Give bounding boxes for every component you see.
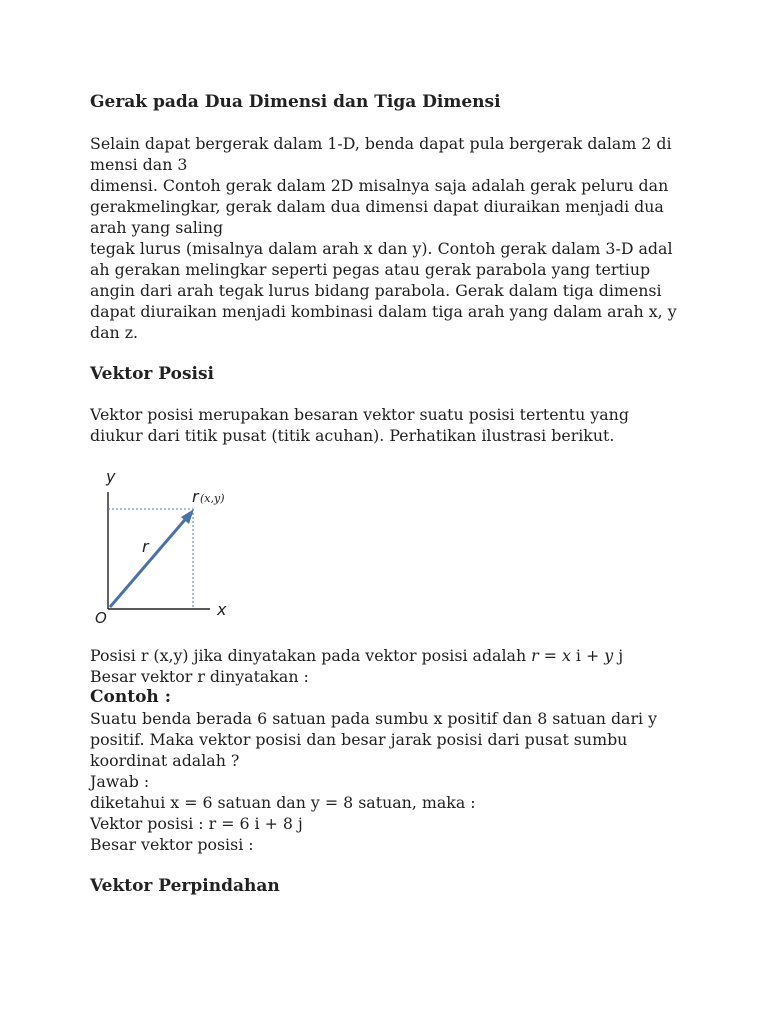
point-label-r: r — [192, 487, 199, 506]
text-segment: = — [538, 646, 562, 665]
text-line: positif. Maka vektor posisi dan besar jarak posisi dari pusat sumbu — [90, 730, 628, 749]
text-line: tegak lurus (misalnya dalam arah x dan y). Contoh gerak dalam 3-D adal — [90, 239, 673, 258]
text-line: Vektor posisi merupakan besaran vektor suatu posisi tertentu yang — [90, 405, 629, 424]
text-line: angin dari arah tegak lurus bidang parabola. Gerak dalam tiga dimensi — [90, 281, 662, 300]
y-axis-label: y — [106, 467, 116, 486]
text-segment: i + — [570, 646, 605, 665]
heading-gerak-dua-tiga-dimensi: Gerak pada Dua Dimensi dan Tiga Dimensi — [90, 92, 501, 112]
text-line: ah gerakan melingkar seperti pegas atau gerak parabola yang tertiup — [90, 260, 651, 279]
text-line: Besar vektor r dinyatakan : — [90, 667, 309, 686]
text-line: Vektor posisi : r = 6 i + 8 j — [90, 814, 303, 833]
vector-label: r — [142, 537, 149, 556]
heading-vektor-posisi: Vektor Posisi — [90, 364, 215, 384]
text-line: mensi dan 3 — [90, 155, 188, 174]
example-label: Contoh : — [90, 687, 171, 707]
position-formula-line — [90, 645, 657, 666]
paragraph-intro — [90, 133, 677, 343]
text-line: koordinat adalah ? — [90, 751, 240, 770]
text-line: gerakmelingkar, gerak dalam dua dimensi dapat diuraikan menjadi dua — [90, 197, 664, 216]
text-segment: j — [613, 646, 624, 665]
x-axis-label: x — [217, 600, 227, 619]
origin-label: O — [95, 609, 107, 627]
point-label-coords: (x,y) — [200, 492, 225, 505]
math-r: r — [531, 646, 539, 665]
paragraph-vektor-posisi — [90, 404, 629, 446]
vector-r-line — [110, 515, 189, 607]
text-line: Besar vektor posisi : — [90, 835, 254, 854]
paragraph-posisi-vektor — [90, 645, 657, 855]
text-line: diukur dari titik pusat (titik acuhan). Perhatikan ilustrasi berikut. — [90, 426, 615, 445]
text-line: Selain dapat bergerak dalam 1-D, benda dapat pula bergerak dalam 2 di — [90, 134, 672, 153]
position-vector-figure — [90, 462, 250, 632]
math-y: y — [604, 646, 614, 665]
text-line: dapat diuraikan menjadi kombinasi dalam tiga arah yang dalam arah x, y — [90, 302, 677, 321]
text-line: dimensi. Contoh gerak dalam 2D misalnya saja adalah gerak peluru dan — [90, 176, 669, 195]
text-line: Suatu benda berada 6 satuan pada sumbu x positif dan 8 satuan dari y — [90, 709, 658, 728]
text-line: diketahui x = 6 satuan dan y = 8 satuan, maka : — [90, 793, 476, 812]
text-segment: Posisi r (x,y) jika dinyatakan pada vektor posisi adalah — [90, 646, 532, 665]
heading-vektor-perpindahan: Vektor Perpindahan — [90, 876, 280, 896]
text-line: Jawab : — [90, 772, 150, 791]
text-line: arah yang saling — [90, 218, 224, 237]
math-x: x — [561, 646, 571, 665]
text-line: dan z. — [90, 323, 139, 342]
